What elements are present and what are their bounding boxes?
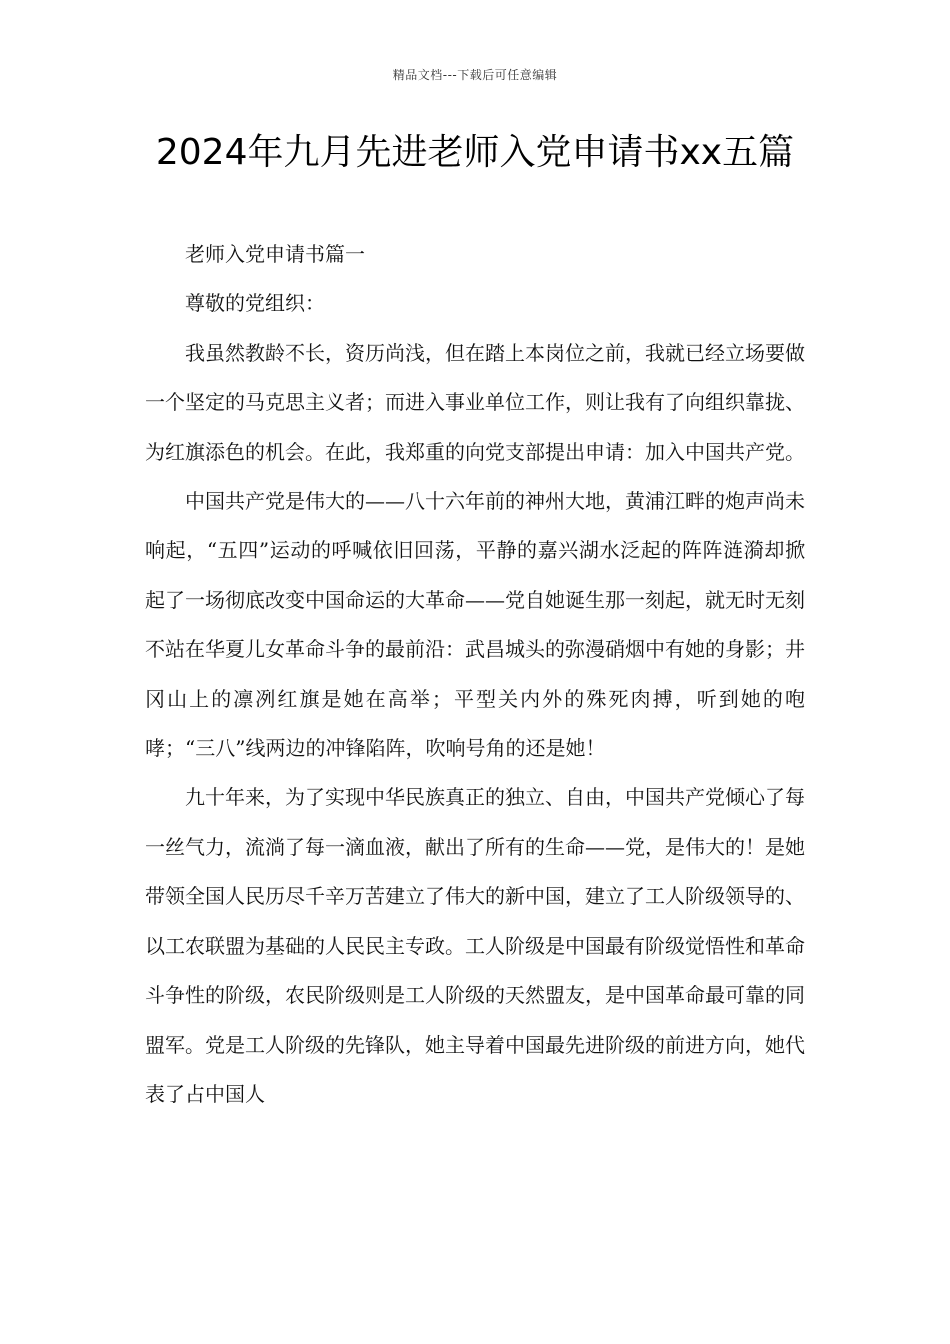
body-paragraph: 九十年来，为了实现中华民族真正的独立、自由，中国共产党倾心了每一丝气力，流淌了每一滴血液，献出了所有的生命——党，是伟大的！是她带领全国人民历尽千辛万苦建立了伟大的新中国，建立了工人阶级领导的、以工农联盟为基础的人民民主专政。工人阶级是中国最有阶级觉悟性和革命斗争性的阶级，农民阶级则是工人阶级的天然盟友，是中国革命最可靠的同盟军。党是工人阶级的先锋队，她主导着中国最先进阶级的前进方向，她代表了占中国人 bbox=[145, 785, 805, 1106]
salutation: 尊敬的党组织： bbox=[185, 291, 325, 316]
body-paragraph: 我虽然教龄不长，资历尚浅，但在踏上本岗位之前，我就已经立场要做一个坚定的马克思主义者；而进入事业单位工作，则让我有了向组织靠拢、为红旗添色的机会。在此，我郑重的向党支部提出申请：加入中国共产党。 bbox=[145, 340, 805, 464]
section-heading: 老师入党申请书篇一 bbox=[185, 242, 365, 266]
document-title: 2024年九月先进老师入党申请书xx五篇 bbox=[155, 132, 795, 173]
document-body bbox=[145, 230, 805, 1119]
header-note: 精品文档---下载后可任意编辑 bbox=[392, 68, 558, 82]
body-paragraph: 中国共产党是伟大的——八十六年前的神州大地，黄浦江畔的炮声尚未响起，“五四”运动的呼喊依旧回荡，平静的嘉兴湖水泛起的阵阵涟漪却掀起了一场彻底改变中国命运的大革命——党自她诞生那一刻起，就无时无刻不站在华夏儿女革命斗争的最前沿：武昌城头的弥漫硝烟中有她的身影；井冈山上的凛冽红旗是她在高举；平型关内外的殊死肉搏，听到她的咆哮；“三八”线两边的冲锋陷阵，吹响号角的还是她！ bbox=[145, 489, 805, 761]
